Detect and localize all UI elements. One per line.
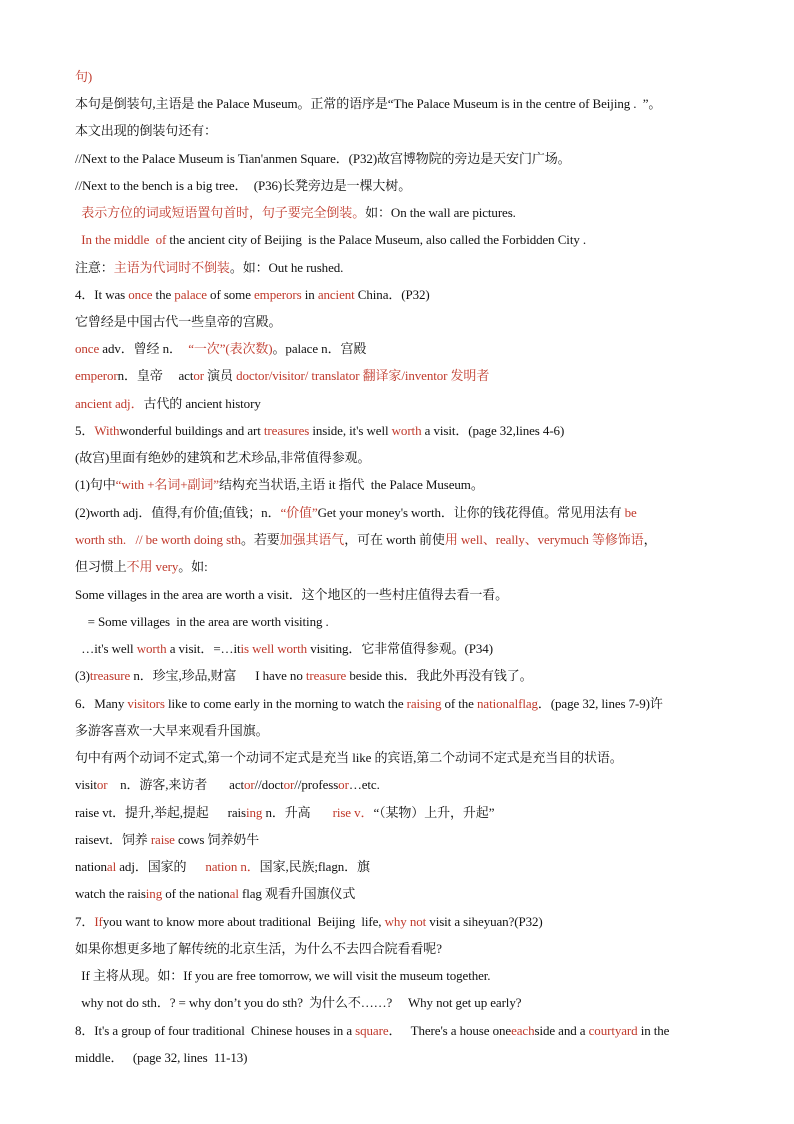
text-line xyxy=(75,830,732,850)
highlight-text: or xyxy=(283,777,295,792)
body-text: of some xyxy=(206,287,255,302)
body-text: ．(page 32, lines 7-9)许 xyxy=(537,696,663,711)
body-text: visit xyxy=(75,777,97,792)
highlight-text: treasure xyxy=(305,668,347,683)
body-text: //Next to the Palace Museum is Tian'anmen Square．(P32)故宫博物院的旁边是天安门广场。 xyxy=(75,151,571,166)
highlight-text: “一次”(表次数) xyxy=(188,341,273,356)
highlight-text: treasure xyxy=(89,668,131,683)
body-text: 本句是倒装句,主语是 the Palace Museum。正常的语序是“The Palace Museum is in the centre of Beijing . ”。 xyxy=(75,96,662,111)
body-text: n．游客,来访者 act xyxy=(107,777,244,792)
highlight-text: why not xyxy=(384,914,427,929)
body-text: If 主将从现。如：If you are free tomorrow, we will visit the museum together. xyxy=(75,968,491,983)
text-line xyxy=(75,775,732,795)
body-text: of the nation xyxy=(162,886,230,901)
highlight-text: 用 well、really、verymuch 等修饰语 xyxy=(444,532,644,547)
body-text: the xyxy=(152,287,175,302)
highlight-text: or xyxy=(96,777,108,792)
body-text: = Some villages in the area are worth visiting . xyxy=(75,614,329,629)
body-text: visit a siheyuan?(P32) xyxy=(426,914,543,929)
text-line xyxy=(75,748,732,768)
body-text: 古代的 ancient history xyxy=(143,396,261,411)
highlight-text: In the middle of xyxy=(75,232,167,247)
highlight-text: square xyxy=(355,1023,389,1038)
body-text: a visit．=…it xyxy=(166,641,241,656)
highlight-text: once xyxy=(75,341,100,356)
highlight-text: nation n． xyxy=(205,859,260,874)
body-text: Some villages in the area are worth a visit．这个地区的一些村庄值得去看一看。 xyxy=(75,587,509,602)
highlight-text: rise v． xyxy=(332,805,374,820)
text-line xyxy=(75,966,732,986)
body-text: Get your money's worth．让你的钱花得值。常见用法有 xyxy=(317,505,625,520)
highlight-text: “价值” xyxy=(280,505,318,520)
body-text: ． There's a house one xyxy=(388,1023,512,1038)
body-text: 如：On the wall are pictures. xyxy=(365,205,516,220)
text-line xyxy=(75,258,732,278)
body-text: (故宫)里面有绝妙的建筑和艺术珍品,非常值得参观。 xyxy=(75,450,371,465)
highlight-text: palace xyxy=(174,287,207,302)
body-text: adj．国家的 xyxy=(116,859,206,874)
text-line xyxy=(75,912,732,932)
highlight-text: “with +名词+副词” xyxy=(115,477,219,492)
text-line xyxy=(75,1048,732,1068)
body-text: …etc. xyxy=(348,777,380,792)
body-text: of the xyxy=(441,696,478,711)
highlight-text: al xyxy=(229,886,239,901)
highlight-text: or xyxy=(338,777,349,792)
text-line xyxy=(75,312,732,332)
text-line xyxy=(75,993,732,1013)
body-text: beside this．我此外再没有钱了。 xyxy=(346,668,533,683)
text-line xyxy=(75,585,732,605)
highlight-text: 表示方位的词或短语置句首时，句子要完全倒装。 xyxy=(75,205,366,220)
highlight-text: be xyxy=(624,505,637,520)
highlight-text: each xyxy=(511,1023,535,1038)
text-line xyxy=(75,803,732,823)
highlight-text: With xyxy=(94,423,120,438)
body-text: visiting．它非常值得参观。(P34) xyxy=(307,641,493,656)
text-line xyxy=(75,67,732,87)
highlight-text: worth sth. // be worth doing sth xyxy=(75,532,241,547)
body-text: 6．Many xyxy=(75,696,128,711)
body-text: in xyxy=(301,287,318,302)
body-text: wonderful buildings and art xyxy=(119,423,264,438)
body-text: n．珍宝,珍品,财富 I have no xyxy=(130,668,306,683)
text-line xyxy=(75,121,732,141)
body-text: (1)句中 xyxy=(75,477,116,492)
highlight-text: once xyxy=(128,287,153,302)
text-line xyxy=(75,394,732,414)
body-text: a visit．(page 32,lines 4-6) xyxy=(421,423,565,438)
highlight-text: al xyxy=(106,859,117,874)
text-line xyxy=(75,448,732,468)
text-line xyxy=(75,666,732,686)
text-line xyxy=(75,530,732,550)
text-line xyxy=(75,366,732,386)
highlight-text: ing xyxy=(145,886,163,901)
text-line xyxy=(75,639,732,659)
highlight-text: ancient xyxy=(317,287,355,302)
body-text: 演员 xyxy=(203,368,237,383)
body-text: 国家,民族;flagn．旗 xyxy=(259,859,370,874)
text-line xyxy=(75,1021,732,1041)
body-text: (3) xyxy=(75,668,90,683)
body-text: 7． xyxy=(75,914,95,929)
body-text: 注意： xyxy=(75,260,114,275)
text-line xyxy=(75,884,732,904)
text-line xyxy=(75,339,732,359)
text-line xyxy=(75,203,732,223)
body-text: n．升高 xyxy=(262,805,333,820)
highlight-text: or xyxy=(244,777,255,792)
text-line xyxy=(75,285,732,305)
body-text: like to come early in the morning to watch the xyxy=(164,696,407,711)
text-line xyxy=(75,557,732,577)
body-text: ， xyxy=(643,532,657,547)
highlight-text: is well worth xyxy=(240,641,308,656)
highlight-text: raising xyxy=(406,696,442,711)
body-text: 4．It was xyxy=(75,287,129,302)
body-text: flag 观看升国旗仪式 xyxy=(238,886,356,901)
text-line xyxy=(75,176,732,196)
highlight-text: courtyard xyxy=(588,1023,638,1038)
text-line xyxy=(75,421,732,441)
highlight-text: doctor/visitor/ translator 翻译家/inventor 发明者 xyxy=(236,368,490,383)
body-text: 结构充当状语,主语 it 指代 the Palace Museum。 xyxy=(218,477,484,492)
body-text: inside, it's well xyxy=(309,423,392,438)
highlight-text: ing xyxy=(245,805,263,820)
body-text: 。若要 xyxy=(240,532,280,547)
highlight-text: If xyxy=(94,914,103,929)
body-text: watch the rais xyxy=(75,886,146,901)
body-text: 多游客喜欢一大早来观看升国旗。 xyxy=(75,723,269,738)
body-text: 但习惯上 xyxy=(75,559,127,574)
highlight-text: ancient adj． xyxy=(75,396,144,411)
text-line xyxy=(75,503,732,523)
highlight-text: visitors xyxy=(127,696,165,711)
body-text: in the xyxy=(637,1023,670,1038)
body-text: …it's well xyxy=(75,641,137,656)
text-line xyxy=(75,857,732,877)
text-line xyxy=(75,475,732,495)
body-text: why not do sth．? = why don’t you do sth? 为什么不……? Why not get up early? xyxy=(75,995,522,1010)
body-text: //Next to the bench is a big tree． (P36)长凳旁边是一棵大树。 xyxy=(75,178,412,193)
body-text: (2)worth adj．值得,有价值;值钱；n． xyxy=(75,505,281,520)
body-text: 如果你想更多地了解传统的北京生活，为什么不去四合院看看呢? xyxy=(75,941,442,956)
body-text: //profess xyxy=(294,777,339,792)
body-text: cows 饲养奶牛 xyxy=(174,832,260,847)
highlight-text: emperors xyxy=(254,287,302,302)
body-text: 8．It's a group of four traditional Chinese houses in a xyxy=(75,1023,356,1038)
body-text: you want to know more about traditional Beijing life, xyxy=(102,914,385,929)
body-text: n．皇帝 act xyxy=(117,368,194,383)
text-line xyxy=(75,694,732,714)
body-text: 它曾经是中国古代一些皇帝的宫殿。 xyxy=(75,314,282,329)
text-line xyxy=(75,94,732,114)
body-text: the ancient city of Beijing is the Palace Museum, also called the Forbidden City . xyxy=(166,232,587,247)
text-line xyxy=(75,612,732,632)
text-line xyxy=(75,149,732,169)
highlight-text: emperor xyxy=(75,368,118,383)
highlight-text: 主语为代词时不倒装 xyxy=(113,260,230,275)
body-text: 。如: xyxy=(178,559,208,574)
highlight-text: worth xyxy=(391,423,422,438)
body-text: ，可在 worth 前使 xyxy=(344,532,445,547)
body-text: //doct xyxy=(254,777,284,792)
text-line xyxy=(75,939,732,959)
body-text: raisevt．饲养 xyxy=(75,832,151,847)
highlight-text: nationalflag xyxy=(477,696,538,711)
highlight-text: worth xyxy=(136,641,167,656)
highlight-text: 加强其语气 xyxy=(279,532,345,547)
body-text: 。如：Out he rushed. xyxy=(229,260,344,275)
highlight-text: raise xyxy=(150,832,175,847)
body-text: adv．曾经 n． xyxy=(99,341,189,356)
highlight-text: or xyxy=(193,368,204,383)
body-text: China．(P32) xyxy=(354,287,430,302)
body-text: middle． (page 32, lines 11-13) xyxy=(75,1050,248,1065)
highlight-text: 不用 very xyxy=(126,559,179,574)
body-text: 。palace n．宫殿 xyxy=(272,341,367,356)
body-text: raise vt．提升,举起,提起 rais xyxy=(75,805,246,820)
body-text: side and a xyxy=(534,1023,589,1038)
body-text: 本文出现的倒装句还有： xyxy=(75,123,217,138)
body-text: nation xyxy=(75,859,107,874)
body-text: 5． xyxy=(75,423,95,438)
body-text: “（某物）上升，升起” xyxy=(373,805,495,820)
text-line xyxy=(75,230,732,250)
text-line xyxy=(75,721,732,741)
body-text: 句中有两个动词不定式,第一个动词不定式是充当 like 的宾语,第二个动词不定式是充当目的状语。 xyxy=(75,750,623,765)
highlight-text: 句) xyxy=(75,69,93,84)
highlight-text: treasures xyxy=(263,423,310,438)
